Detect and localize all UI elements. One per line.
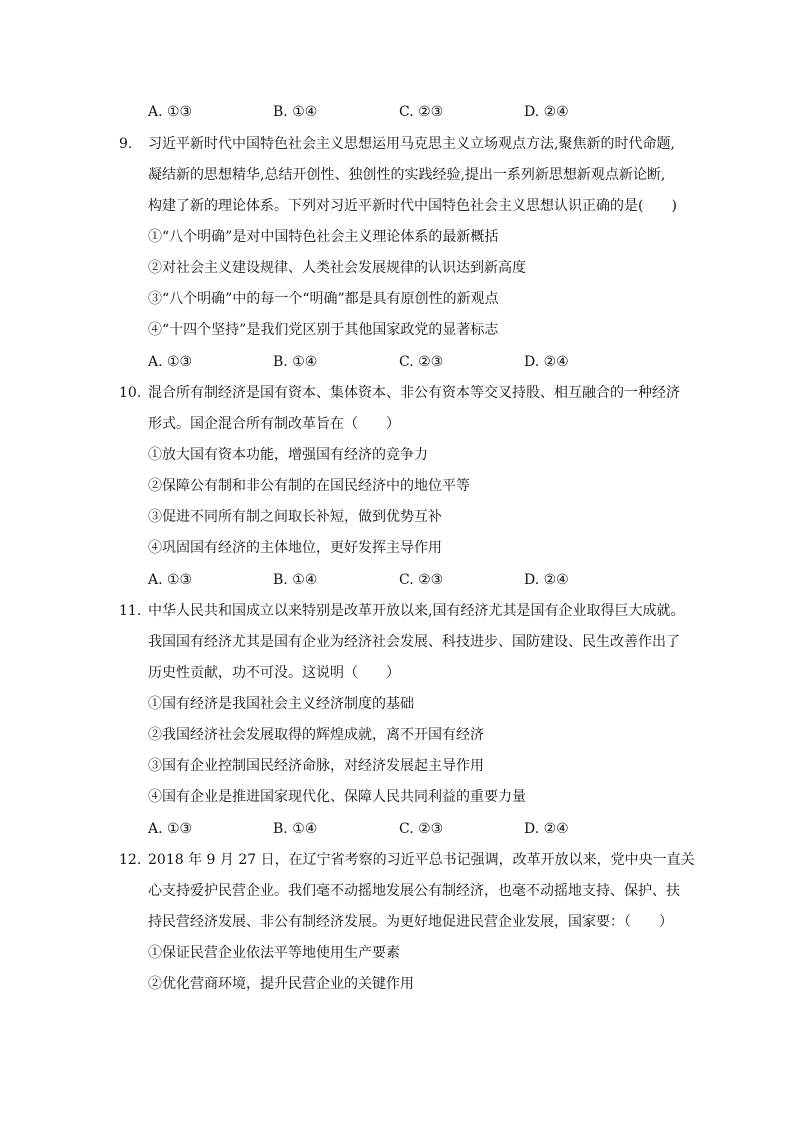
q10-stem-line: 形式。国企混合所有制改革旨在（ ）	[148, 416, 400, 432]
q10-stem-line: 混合所有制经济是国有资本、集体资本、非公有资本等交叉持股、相互融合的一种经济	[148, 385, 680, 401]
q10-item: ④巩固国有经济的主体地位，更好发挥主导作用	[148, 540, 442, 556]
option-a: A. ①③	[148, 572, 193, 588]
q9-stem-line: 凝结新的思想精华,总结开创性、独创性的实践经验,提出一系列新思想新观点新论断,	[148, 167, 666, 183]
option-b: B. ①④	[273, 354, 318, 370]
q11-item: ③国有企业控制国民经济命脉，对经济发展起主导作用	[148, 758, 484, 774]
q11-item: ④国有企业是推进国家现代化、保障人民共同利益的重要力量	[148, 789, 526, 805]
q11-options	[148, 819, 608, 839]
q9-item: ②对社会主义建设规律、人类社会发展规律的认识达到新高度	[148, 260, 526, 276]
q9-item: ④“十四个坚持”是我们党区别于其他国家政党的显著标志	[148, 322, 499, 338]
q10-options	[148, 570, 608, 590]
q8-options	[148, 102, 608, 122]
q9-item: ③“八个明确”中的每一个“明确”都是具有原创性的新观点	[148, 291, 499, 307]
q11-item: ①国有经济是我国社会主义经济制度的基础	[148, 696, 414, 712]
option-a: A. ①③	[148, 104, 193, 120]
option-c: C. ②③	[399, 572, 444, 588]
q9-stem-line: 构建了新的理论体系。下列对习近平新时代中国特色社会主义思想认识正确的是( )	[148, 198, 677, 214]
q12-stem-line: 2018 年 9 月 27 日，在辽宁省考察的习近平总书记强调，改革开放以来，党中央一直关	[148, 852, 695, 868]
q9-item: ①“八个明确”是对中国特色社会主义理论体系的最新概括	[148, 229, 499, 245]
q12-stem-line: 持民营经济发展、非公有制经济发展。为更好地促进民营企业发展，国家要：（ ）	[148, 914, 673, 930]
q9-stem-line: 习近平新时代中国特色社会主义思想运用马克思主义立场观点方法,聚焦新的时代命题,	[148, 136, 675, 152]
option-c: C. ②③	[399, 821, 444, 837]
q12-item: ①保证民营企业依法平等地使用生产要素	[148, 945, 400, 961]
q10-number: 10.	[119, 385, 142, 401]
option-d: D. ②④	[524, 572, 569, 588]
q12-number: 12.	[119, 852, 142, 868]
option-d: D. ②④	[524, 104, 569, 120]
option-a: A. ①③	[148, 821, 193, 837]
q10-item: ③促进不同所有制之间取长补短，做到优势互补	[148, 509, 442, 525]
q10-item: ②保障公有制和非公有制的在国民经济中的地位平等	[148, 478, 470, 494]
q12-stem-line: 心支持爱护民营企业。我们毫不动摇地发展公有制经济，也毫不动摇地支持、保护、扶	[148, 883, 680, 899]
option-b: B. ①④	[273, 572, 318, 588]
q9-options	[148, 352, 608, 372]
option-d: D. ②④	[524, 821, 569, 837]
option-c: C. ②③	[399, 104, 444, 120]
option-d: D. ②④	[524, 354, 569, 370]
q11-stem-line: 历史性贡献，功不可没。这说明（ ）	[148, 665, 400, 681]
q9-number: 9.	[119, 136, 133, 152]
q11-number: 11.	[119, 603, 142, 619]
q11-stem-line: 中华人民共和国成立以来特别是改革开放以来,国有经济尤其是国有企业取得巨大成就。	[148, 603, 685, 619]
q12-item: ②优化营商环境，提升民营企业的关键作用	[148, 976, 414, 992]
q11-item: ②我国经济社会发展取得的辉煌成就，离不开国有经济	[148, 727, 484, 743]
q11-stem-line: 我国国有经济尤其是国有企业为经济社会发展、科技进步、国防建设、民生改善作出了	[148, 634, 680, 650]
option-b: B. ①④	[273, 104, 318, 120]
option-b: B. ①④	[273, 821, 318, 837]
option-a: A. ①③	[148, 354, 193, 370]
option-c: C. ②③	[399, 354, 444, 370]
q10-item: ①放大国有资本功能，增强国有经济的竞争力	[148, 447, 428, 463]
